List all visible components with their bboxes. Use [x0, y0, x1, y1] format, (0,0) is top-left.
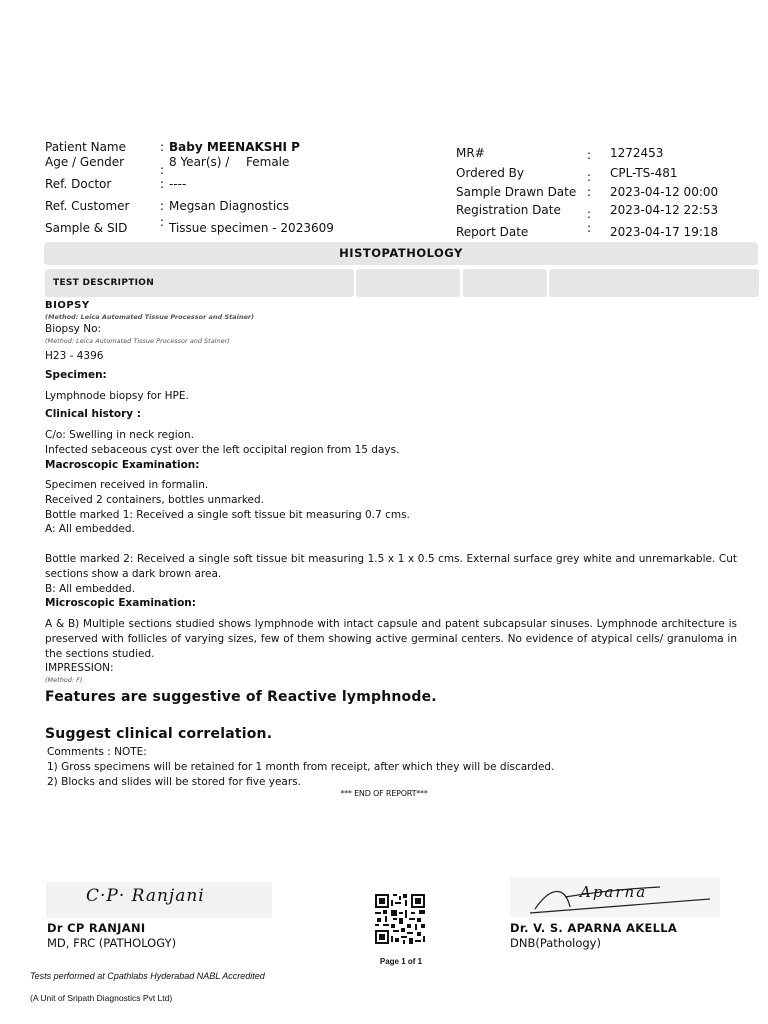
age-gender-label: Age / Gender: [45, 155, 125, 169]
biopsy-heading: BIOPSY: [45, 300, 90, 311]
impression-text: Features are suggestive of Reactive lymphnode.: [45, 689, 437, 705]
ordered-by-label: Ordered By: [456, 166, 524, 180]
macroscopic-line: A: All embedded.: [45, 523, 135, 535]
mr-value: 1272453: [610, 146, 664, 160]
colon: :: [587, 148, 592, 162]
colon: :: [160, 215, 165, 229]
table-header-cell: [549, 269, 759, 297]
colon: :: [587, 185, 592, 199]
macroscopic-line: Bottle marked 1: Received a single soft tissue bit measuring 0.7 cms.: [45, 509, 410, 521]
comments-label: Comments : NOTE:: [47, 746, 147, 758]
unit-note: (A Unit of Sripath Diagnostics Pvt Ltd): [30, 993, 173, 1003]
left-signature: [46, 882, 272, 918]
note-line: 2) Blocks and slides will be stored for five years.: [47, 776, 301, 788]
ref-doctor: ----: [169, 177, 187, 191]
table-header-cell: [463, 269, 547, 297]
colon: :: [587, 207, 592, 221]
report-date-label: Report Date: [456, 225, 529, 239]
test-description-label: TEST DESCRIPTION: [53, 278, 155, 288]
report-date-value: 2023-04-17 19:18: [610, 225, 719, 239]
biopsy-number: H23 - 4396: [45, 350, 104, 362]
specimen-text: Lymphnode biopsy for HPE.: [45, 390, 189, 402]
method-note: (Method: Leica Automated Tissue Processor and Stainer): [45, 313, 255, 321]
microscopic-heading: Microscopic Examination:: [45, 597, 196, 609]
specimen-heading: Specimen:: [45, 369, 107, 381]
colon: :: [587, 221, 592, 235]
clinical-history-line: Infected sebaceous cyst over the left occipital region from 15 days.: [45, 444, 400, 456]
signature-text: Aparna: [580, 883, 648, 901]
biopsy-no-label: Biopsy No:: [45, 323, 102, 335]
ref-customer-label: Ref. Customer: [45, 199, 130, 213]
registration-date-value: 2023-04-12 22:53: [610, 203, 719, 217]
clinical-history-line: C/o: Swelling in neck region.: [45, 429, 195, 441]
registration-date-label: Registration Date: [456, 203, 561, 217]
ref-doctor-label: Ref. Doctor: [45, 177, 112, 191]
macroscopic-paragraph: Bottle marked 2: Received a single soft tissue bit measuring 1.5 x 1 x 0.5 cms. External surface grey white and unremarkable. Cut sections show a dark brown area.: [45, 553, 737, 580]
right-signer-degree: DNB(Pathology): [510, 936, 601, 950]
mr-label: MR#: [456, 146, 485, 160]
age-value: 8 Year(s) /: [169, 155, 230, 169]
sample-drawn-value: 2023-04-12 00:00: [610, 185, 719, 199]
sample-sid: Tissue specimen - 2023609: [169, 221, 334, 235]
gender-value: Female: [246, 155, 290, 169]
end-of-report: *** END OF REPORT***: [340, 789, 428, 798]
colon: :: [587, 170, 592, 184]
sample-sid-label: Sample & SID: [45, 221, 128, 235]
method-note: (Method: Leica Automated Tissue Processor and Stainer): [45, 337, 230, 345]
colon: :: [160, 177, 165, 191]
left-signer-degree: MD, FRC (PATHOLOGY): [47, 936, 177, 950]
clinical-history-heading: Clinical history :: [45, 408, 141, 420]
macroscopic-line: Received 2 containers, bottles unmarked.: [45, 494, 264, 506]
test-description-header: [45, 269, 354, 297]
right-signature: [510, 877, 720, 917]
macroscopic-line: B: All embedded.: [45, 583, 136, 595]
section-title: HISTOPATHOLOGY: [44, 242, 758, 265]
microscopic-paragraph: A & B) Multiple sections studied shows lymphnode with intact capsule and patent subcapsular sinuses. Lymphnode architecture is preserved with follicles of varying sizes, few of them showing active germinal centers. No evidence of atypical cells/ granuloma in the sections studied.: [45, 618, 737, 660]
ref-customer: Megsan Diagnostics: [169, 199, 290, 213]
colon: :: [160, 163, 165, 177]
ordered-by-value: CPL-TS-481: [610, 166, 678, 180]
colon: :: [160, 140, 165, 154]
right-signer-name: Dr. V. S. APARNA AKELLA: [510, 921, 678, 935]
nabl-note: Tests performed at Cpathlabs Hyderabad NABL Accredited: [30, 971, 265, 981]
table-header-cell: [356, 269, 460, 297]
left-signer-name: Dr CP RANJANI: [47, 921, 146, 935]
impression-label: IMPRESSION:: [45, 662, 114, 674]
patient-name: Baby MEENAKSHI P: [169, 140, 300, 154]
colon: :: [160, 199, 165, 213]
suggestion-text: Suggest clinical correlation.: [45, 726, 273, 742]
macroscopic-line: Specimen received in formalin.: [45, 479, 209, 491]
sample-drawn-label: Sample Drawn Date: [456, 185, 577, 199]
page-number: Page 1 of 1: [379, 957, 423, 966]
macroscopic-heading: Macroscopic Examination:: [45, 459, 200, 471]
patient-name-label: Patient Name: [45, 140, 126, 154]
method-note: (Method: F): [45, 676, 83, 684]
note-line: 1) Gross specimens will be retained for 1 month from receipt, after which they will be discarded.: [47, 761, 555, 773]
qr-code-icon: [375, 894, 425, 944]
signature-text: C·P· Ranjani: [86, 886, 205, 906]
